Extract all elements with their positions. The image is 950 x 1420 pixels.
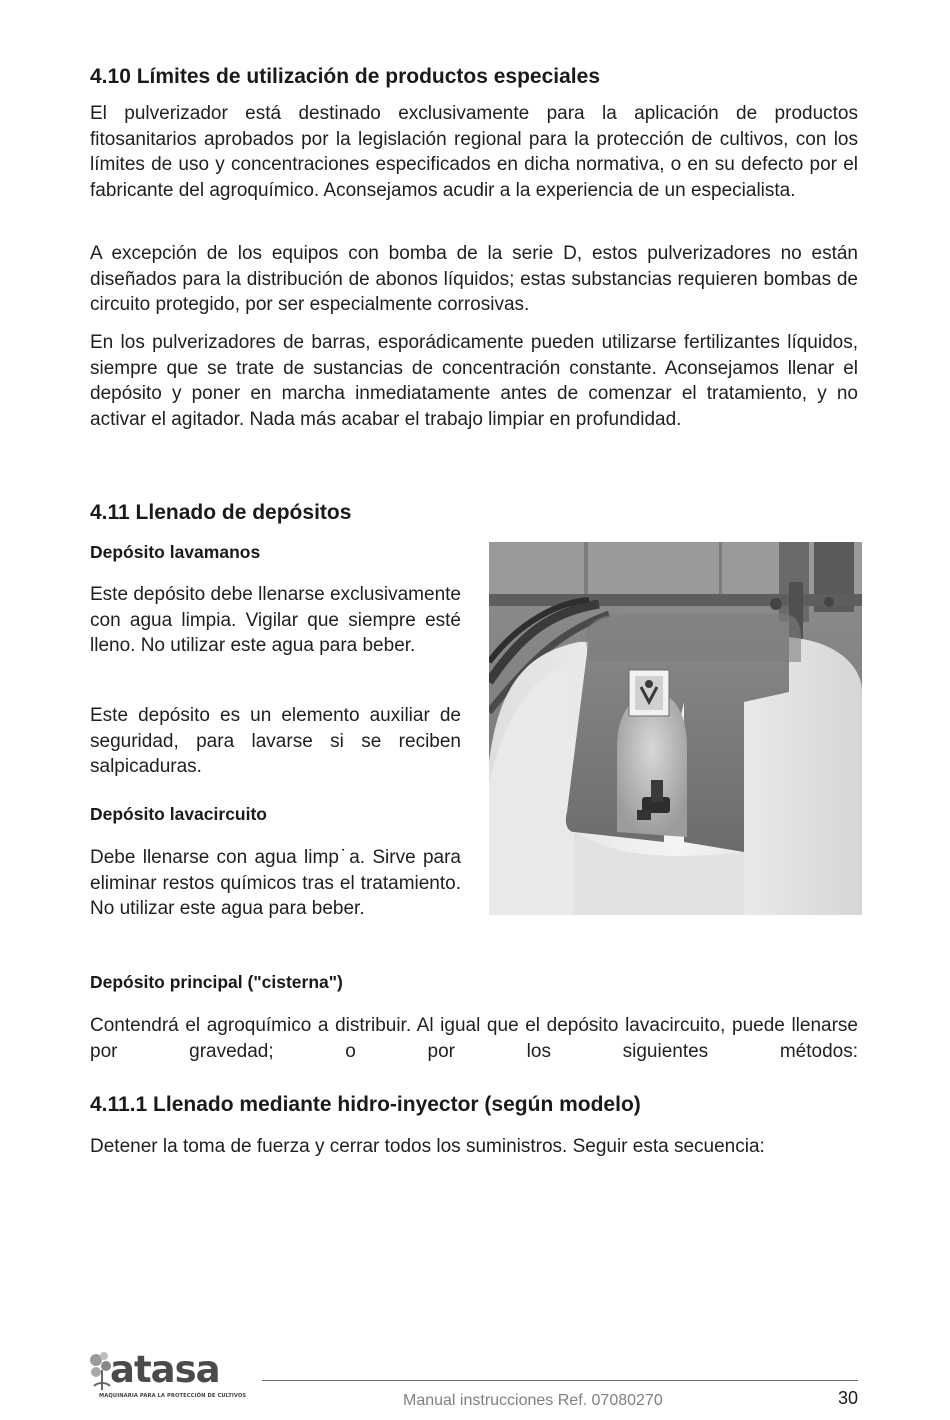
section-heading-4-10: 4.10 Límites de utilización de productos especiales: [90, 65, 600, 88]
paragraph-4-10-2: A excepción de los equipos con bomba de la serie D, estos pulverizadores no están diseñados para la distribución de abonos líquidos; estas substancias requieren bombas de circuito protegido, por ser especialmente corrosivas.: [90, 243, 858, 315]
paragraph-lavamanos-2: Este depósito es un elemento auxiliar de seguridad, para lavarse si se reciben salpicaduras.: [90, 705, 461, 777]
footer-manual-reference: Manual instrucciones Ref. 07080270: [403, 1392, 663, 1409]
paragraph-lavamanos-1: Este depósito debe llenarse exclusivamente con agua limpia. Vigilar que siempre esté lleno. No utilizar este agua para beber.: [90, 584, 461, 656]
paragraph-principal-1: Contendrá el agroquímico a distribuir. Al igual que el depósito lavacircuito, puede llenarse por gravedad; o por los siguientes métodos:: [90, 1015, 858, 1062]
section-heading-4-11: 4.11 Llenado de depósitos: [90, 501, 352, 524]
subheading-lavacircuito: Depósito lavacircuito: [90, 804, 267, 824]
paragraph-4-11-1-1: Detener la toma de fuerza y cerrar todos los suministros. Seguir esta secuencia:: [90, 1136, 765, 1157]
page-number: 30: [838, 1388, 859, 1408]
subheading-principal: Depósito principal ("cisterna"): [90, 972, 343, 992]
footer-divider: [262, 1380, 858, 1381]
section-heading-4-11-1: 4.11.1 Llenado mediante hidro-inyector (según modelo): [90, 1093, 641, 1116]
paragraph-4-10-1: El pulverizador está destinado exclusivamente para la aplicación de productos fitosanitarios aprobados por la legislación regional para la protección de cultivos, con los límites de uso y concentraciones especificados en dicha normativa, o en su defecto por el fabricante del agroquímico. Aconsejamos acudir a la experiencia de un especialista.: [90, 103, 858, 201]
paragraph-4-10-3: En los pulverizadores de barras, esporádicamente pueden utilizarse fertilizantes líquidos, siempre que se trate de sustancias de concentración constante. Aconsejamos llenar el depósito y poner en marcha inmediatamente antes de comenzar el tratamiento, y no activar el agitador. Nada más acabar el trabajo limpiar en profundidad.: [90, 332, 858, 430]
washbasin-tank-photo: [489, 542, 862, 915]
atasa-logo: [88, 1348, 260, 1404]
paragraph-lavacircuito-1: Debe llenarse con agua limp˙a. Sirve para eliminar restos químicos tras el tratamiento. No utilizar este agua para beber.: [90, 847, 461, 919]
logo-wordmark: atasa: [110, 1348, 220, 1391]
subheading-lavamanos: Depósito lavamanos: [90, 542, 261, 562]
logo-tagline: MAQUINARIA PARA LA PROTECCIÓN DE CULTIVOS: [99, 1393, 247, 1399]
